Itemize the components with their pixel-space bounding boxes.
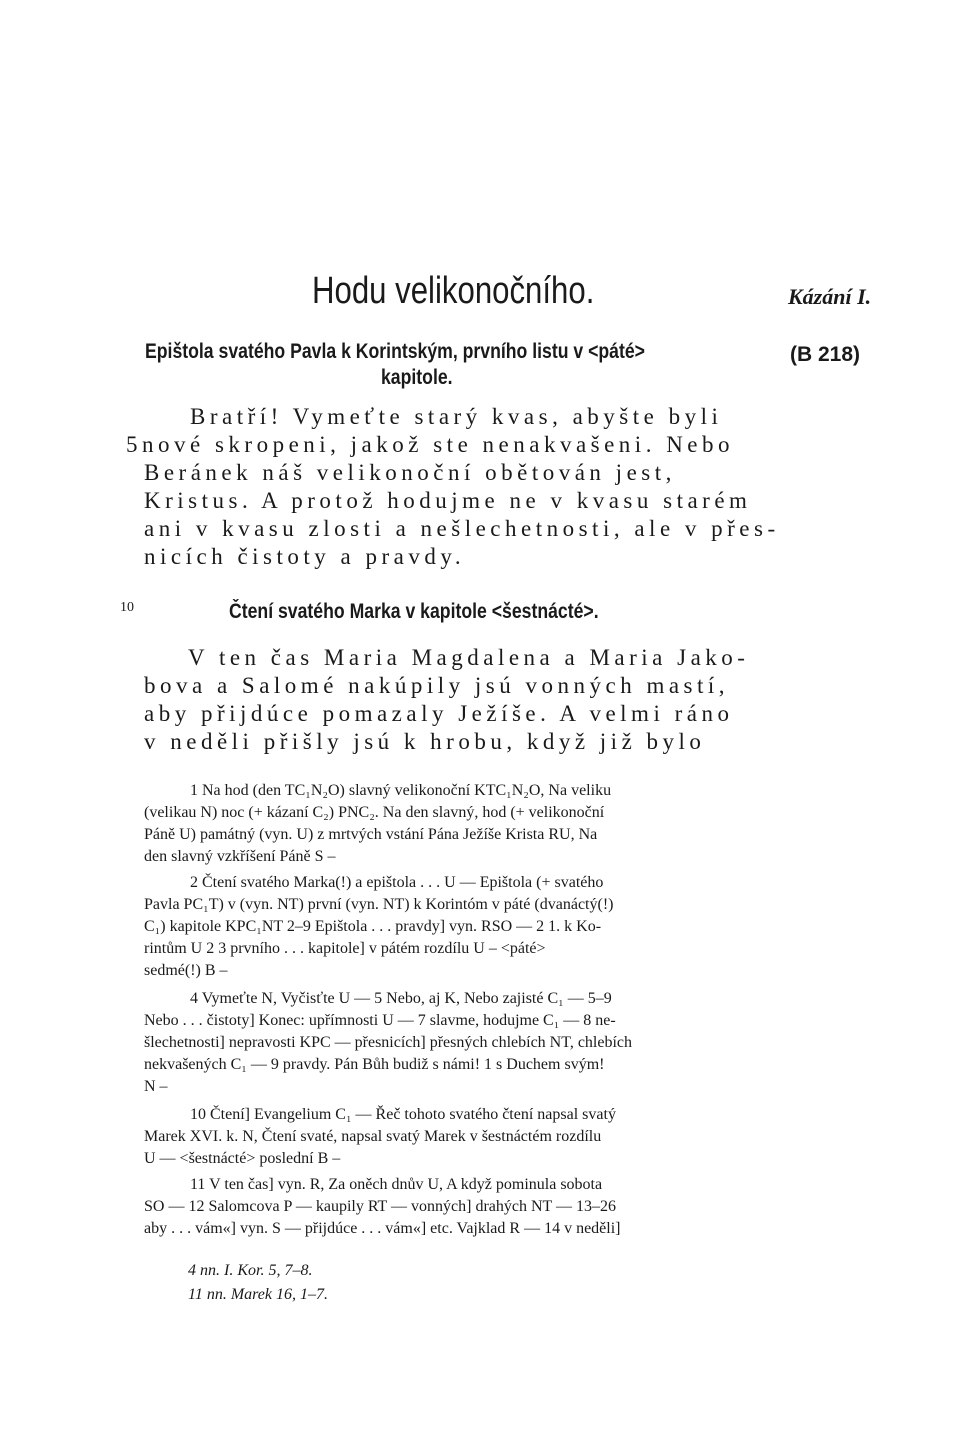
apparatus-line: rintům U 2 3 prvního . . . kapitole] v pátém rozdílu U – <páté> xyxy=(144,940,546,957)
apparatus-line: SO — 12 Salomcova P — kaupily RT — vonných] drahých NT — 13–26 xyxy=(144,1198,617,1215)
epistle-line: Beránek náš velikonoční obětován jest, xyxy=(144,460,676,485)
epistle-line: ani v kvasu zlosti a nešlechetnosti, ale v přes- xyxy=(144,516,780,541)
apparatus-line: C₁) kapitole KPC₁NT 2–9 Epištola . . . pravdy] vyn. RSO — 2 1. k Ko- xyxy=(144,918,602,935)
epistle-line: Kristus. A protož hodujme ne v kvasu starém xyxy=(144,488,752,513)
apparatus-line: 4 Vymeťte N, Vyčisťte U — 5 Nebo, aj K, Nebo zajisté C₁ — 5–9 xyxy=(190,990,612,1007)
page-title: Hodu velikonočního. xyxy=(312,270,595,312)
bible-reference: 11 nn. Marek 16, 1–7. xyxy=(188,1286,328,1303)
apparatus-line: aby . . . vám«] vyn. S — přijdúce . . . vám«] etc. Vajklad R — 14 v neděli] xyxy=(144,1220,621,1237)
apparatus-line: sedmé(!) B – xyxy=(144,962,228,979)
apparatus-line: Páně U) památný (vyn. U) z mrtvých vstání Pána Ježíše Krista RU, Na xyxy=(144,826,598,843)
apparatus-line: 2 Čtení svatého Marka(!) a epištola . . . U — Epištola (+ svatého xyxy=(190,874,604,891)
apparatus-line: 11 V ten čas] vyn. R, Za oněch dnův U, A když pominula sobota xyxy=(190,1176,603,1193)
sermon-number: Kázání I. xyxy=(788,284,872,309)
gospel-line: bova a Salomé nakúpily jsú vonných mastí, xyxy=(144,673,730,698)
apparatus-line: Pavla PC₁T) v (vyn. NT) první (vyn. NT) k Korintóm v páté (dvanáctý(!) xyxy=(144,896,614,913)
apparatus-line: 1 Na hod (den TC₁N₂O) slavný velikonoční KTC₁N₂O, Na veliku xyxy=(190,782,612,799)
gospel-line: V ten čas Maria Magdalena a Maria Jako- xyxy=(188,645,750,670)
epistle-line: 5nové skropeni, jakož ste nenakvašeni. Nebo xyxy=(126,432,735,457)
source-reference: (B 218) xyxy=(790,343,861,366)
epistle-heading-continuation: kapitole. xyxy=(381,366,453,389)
apparatus-line: nekvašených C₁ — 9 pravdy. Pán Bůh budiž s námi! 1 s Duchem svým! xyxy=(144,1056,605,1073)
apparatus-line: Marek XVI. k. N, Čtení svaté, napsal svatý Marek v šestnáctém rozdílu xyxy=(144,1128,602,1145)
apparatus-line: (velikau N) noc (+ kázaní C₂) PNC₂. Na den slavný, hod (+ velikonoční xyxy=(144,804,605,821)
apparatus-line: N – xyxy=(144,1078,168,1095)
line-number: 10 xyxy=(120,600,134,615)
gospel-line: v neděli přišly jsú k hrobu, když již bylo xyxy=(144,729,706,754)
bible-reference: 4 nn. I. Kor. 5, 7–8. xyxy=(188,1262,313,1279)
gospel-line: aby přijdúce pomazaly Ježíše. A velmi ráno xyxy=(144,701,734,726)
epistle-line: nicích čistoty a pravdy. xyxy=(144,544,466,569)
apparatus-line: U — <šestnácté> poslední B – xyxy=(144,1150,341,1167)
apparatus-line: 10 Čtení] Evangelium C₁ — Řeč tohoto svatého čtení napsal svatý xyxy=(190,1106,616,1123)
apparatus-line: den slavný vzkříšení Páně S – xyxy=(144,848,336,865)
epistle-heading: Epištola svatého Pavla k Korintským, prvního listu v <páté> xyxy=(145,340,645,363)
epistle-line: Bratří! Vymeťte starý kvas, abyšte byli xyxy=(190,404,723,429)
apparatus-line: šlechetnosti] nepravosti KPC — přesnicích] přesných chlebích NT, chlebích xyxy=(144,1034,633,1051)
apparatus-line: Nebo . . . čistoty] Konec: upřímnosti U — 7 slavme, hodujme C₁ — 8 ne- xyxy=(144,1012,616,1029)
gospel-heading: Čtení svatého Marka v kapitole <šestnácté>. xyxy=(229,600,599,623)
